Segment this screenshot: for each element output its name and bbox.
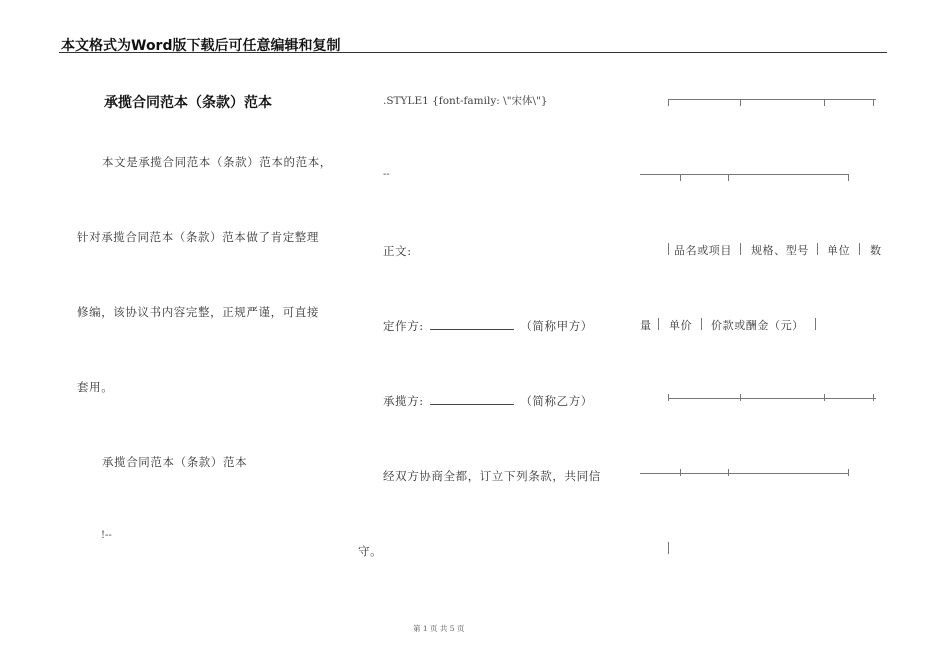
intro-line-1: 本文是承揽合同范本（条款）范本的范本， bbox=[102, 155, 332, 169]
table-tick bbox=[873, 99, 874, 106]
table-tick bbox=[728, 174, 729, 181]
body-label: 正文: bbox=[383, 244, 412, 258]
table-cell-divider bbox=[815, 318, 816, 330]
table-cell-divider bbox=[668, 243, 669, 255]
dash-line: -- bbox=[383, 169, 390, 180]
table-row-border bbox=[668, 398, 876, 399]
table-header-item: 品名或项目 bbox=[674, 244, 732, 257]
party-b-label: 承揽方: bbox=[383, 394, 424, 408]
table-tick bbox=[740, 394, 741, 401]
table-cell-divider bbox=[817, 243, 818, 255]
table-cell-divider bbox=[668, 542, 669, 554]
table-tick bbox=[848, 174, 849, 181]
table-header-qty-start: 数 bbox=[870, 244, 882, 257]
intro-line-4: 套用。 bbox=[77, 380, 114, 394]
party-a-label: 定作方: bbox=[383, 319, 424, 333]
table-header-spec: 规格、型号 bbox=[751, 244, 809, 257]
table-tick bbox=[873, 394, 874, 401]
document-title: 承揽合同范本（条款）范本 bbox=[104, 95, 272, 111]
intro-line-2: 针对承揽合同范本（条款）范本做了肯定整理 bbox=[77, 230, 319, 244]
table-border-top bbox=[668, 99, 876, 100]
party-a-line bbox=[383, 318, 593, 334]
intro-line-3: 修编，该协议书内容完整，正规严谨，可直接 bbox=[77, 305, 319, 319]
table-tick bbox=[740, 99, 741, 106]
party-a-note: （简称甲方） bbox=[520, 319, 593, 333]
contract-subtitle: 承揽合同范本（条款）范本 bbox=[102, 455, 248, 469]
table-tick bbox=[668, 394, 669, 401]
document-header: 本文格式为Word版下载后可任意编辑和复制 bbox=[61, 38, 341, 54]
table-header-amount: 价款或酬金（元） bbox=[711, 319, 804, 332]
table-row-border bbox=[640, 473, 848, 474]
agreement-line: 经双方协商全都，订立下列条款，共同信 bbox=[383, 469, 601, 483]
table-tick bbox=[728, 469, 729, 476]
party-b-line bbox=[383, 393, 593, 409]
table-tick bbox=[680, 469, 681, 476]
table-tick bbox=[668, 99, 669, 106]
header-divider bbox=[59, 52, 887, 53]
table-header-qty-end: 量 bbox=[640, 319, 652, 332]
party-a-blank bbox=[430, 318, 514, 330]
table-tick bbox=[824, 99, 825, 106]
table-cell-divider bbox=[740, 243, 741, 255]
table-header-unit: 单位 bbox=[827, 244, 851, 257]
table-tick bbox=[680, 174, 681, 181]
agreement-end: 守。 bbox=[358, 544, 383, 558]
table-cell-divider bbox=[658, 318, 659, 330]
table-cell-divider bbox=[701, 318, 702, 330]
table-tick bbox=[848, 469, 849, 476]
html-comment-fragment: !-- bbox=[101, 530, 112, 541]
table-border-second bbox=[640, 174, 848, 175]
party-b-blank bbox=[430, 393, 514, 405]
table-header-price: 单价 bbox=[669, 319, 693, 332]
table-cell-divider bbox=[859, 243, 860, 255]
party-b-note: （简称乙方） bbox=[520, 394, 593, 408]
style-code-line: .STYLE1 {font-family: \"宋体\"} bbox=[383, 95, 548, 107]
page-number: 第 1 页 共 5 页 bbox=[413, 624, 465, 633]
table-tick bbox=[824, 394, 825, 401]
